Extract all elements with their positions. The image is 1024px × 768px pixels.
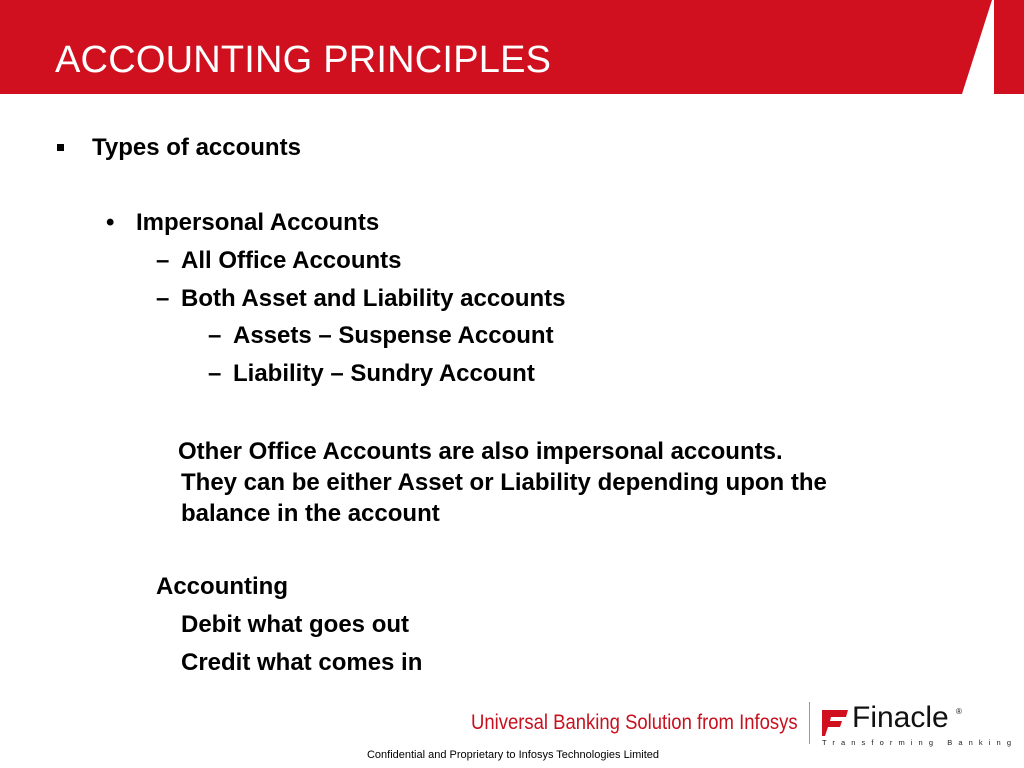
level4-item: Assets – Suspense Account bbox=[233, 322, 554, 349]
footer-divider bbox=[809, 702, 810, 744]
accounting-rule: Credit what comes in bbox=[181, 649, 423, 676]
note-paragraph bbox=[178, 436, 981, 529]
level2-item: Impersonal Accounts bbox=[136, 209, 380, 236]
logo-tagline: Transforming Banking bbox=[822, 738, 1018, 747]
confidential-text: Confidential and Proprietary to Infosys Technologies Limited bbox=[366, 749, 660, 761]
accounting-rule: Debit what goes out bbox=[181, 611, 409, 638]
slide-title: ACCOUNTING PRINCIPLES bbox=[55, 39, 552, 81]
finacle-logo-text: Finacle bbox=[852, 701, 949, 734]
level3-item: All Office Accounts bbox=[181, 247, 402, 274]
level1-item: Types of accounts bbox=[92, 134, 301, 161]
accounting-heading: Accounting bbox=[156, 573, 288, 600]
level3-item: Both Asset and Liability accounts bbox=[181, 285, 566, 312]
finacle-logo-icon bbox=[822, 710, 848, 736]
dash-bullet-icon: – bbox=[156, 285, 170, 312]
dash-bullet-icon: – bbox=[208, 360, 222, 387]
brand-tagline: Universal Banking Solution from Infosys bbox=[471, 711, 798, 734]
dash-bullet-icon: – bbox=[156, 247, 170, 274]
note-line: They can be either Asset or Liability depending upon the bbox=[181, 469, 827, 496]
registered-mark: ® bbox=[956, 707, 962, 716]
confidential-notice bbox=[0, 749, 1024, 761]
square-bullet-icon bbox=[57, 144, 64, 151]
dash-bullet-icon: – bbox=[208, 322, 222, 349]
note-line: balance in the account bbox=[181, 500, 440, 527]
level4-item: Liability – Sundry Account bbox=[233, 360, 535, 387]
note-line: Other Office Accounts are also impersonal accounts. bbox=[178, 438, 783, 465]
round-bullet-icon: • bbox=[106, 209, 115, 236]
